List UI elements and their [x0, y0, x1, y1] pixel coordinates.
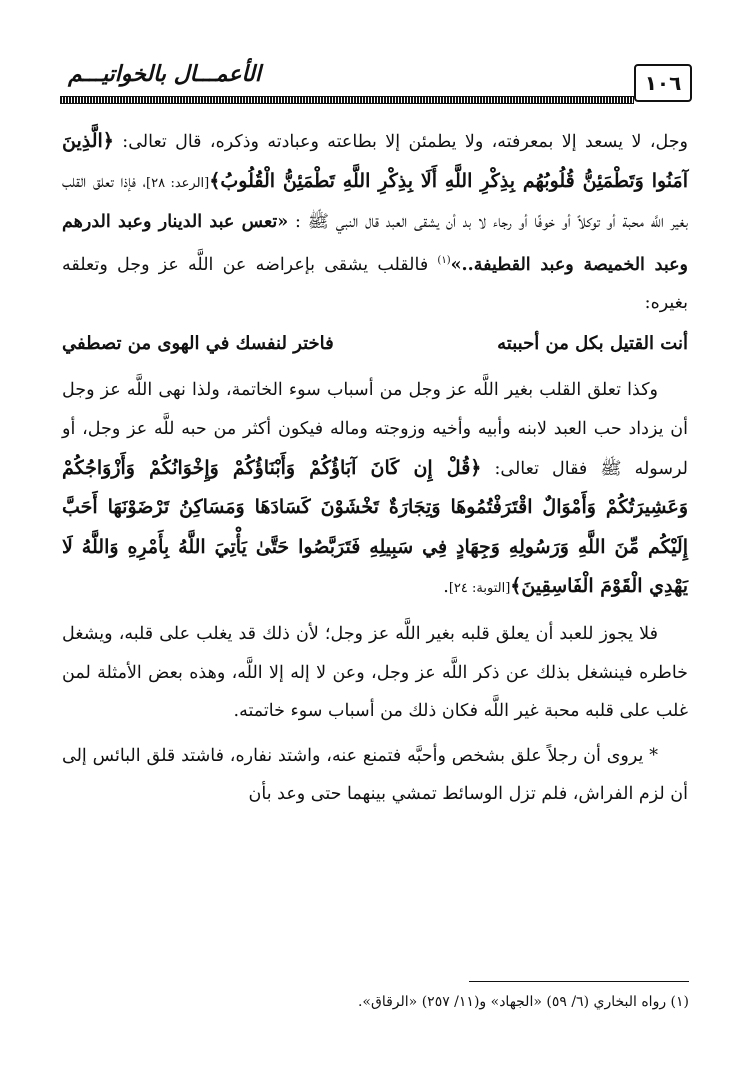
poem-hemistich-right: أنت القتيل بكل من أحببته: [497, 332, 688, 354]
paragraph-1-text-a: وجل، لا يسعد إلا بمعرفته، ولا يطمئن إلا بطاعته وعبادته وذكره، قال تعالى:: [113, 132, 688, 152]
quran-verse-tawba: ﴿قُلْ إِن كَانَ آبَاؤُكُمْ وَأَبْنَاؤُكُمْ وَإِخْوَانُكُمْ وَأَزْوَاجُكُمْ وَعَشِيرَتُكُمْ وَأَمْوَالٌ اقْتَرَفْتُمُوهَا وَتِجَارَةٌ تَخْشَوْنَ كَسَادَهَا وَمَسَاكِنُ تَرْضَوْنَهَا أَحَبَّ إِلَيْكُم مِّنَ اللَّهِ وَرَسُولِهِ وَجِهَادٍ فِي سَبِيلِهِ فَتَرَبَّصُوا حَتَّىٰ يَأْتِيَ اللَّهُ بِأَمْرِهِ وَاللَّهُ لَا يَهْدِي الْقَوْمَ الْفَاسِقِينَ﴾: [62, 456, 688, 598]
paragraph-1-text-b: ، فإذا تعلق القلب بغير اللَّه محبة أو توكلاً أو خوفًا أو رجاء لا بد أن يشقى العبد قال النبي ﷺ :: [62, 171, 688, 233]
quran-verse-raad: ﴿الَّذِينَ آمَنُوا وَتَطْمَئِنُّ قُلُوبُهُم بِذِكْرِ اللَّهِ أَلَا بِذِكْرِ اللَّهِ تَطْمَئِنُّ الْقُلُوبُ﴾: [62, 130, 688, 192]
paragraph-3: فلا يجوز للعبد أن يعلق قلبه بغير اللَّه عز وجل؛ لأن ذلك قد يغلب على قلبه، ويشغل خاطره فينشغل بذلك عن ذكر اللَّه عز وجل، وعن لا إله إلا اللَّه، وهذه بعض الأمثلة لمن غلب على قلبه محبة غير اللَّه فكان ذلك من أسباب سوء خاتمته.: [62, 623, 688, 722]
paragraph-2-text-a: وكذا تعلق القلب بغير اللَّه عز وجل من أسباب سوء الخاتمة، ولذا نهى اللَّه عز وجل أن يزداد حب العبد لابنه وأبيه وأخيه وزوجته وماله فيكون أكثر من حبه للَّه عز وجل، أو لرسوله ﷺ فقال تعالى:: [62, 380, 688, 479]
footnote-marker[interactable]: (١): [437, 254, 451, 266]
header-rule: [60, 96, 634, 104]
verse-reference-raad: [الرعد: ٢٨]: [146, 175, 210, 191]
paragraph-2: [62, 371, 688, 609]
page-number: ١٠٦: [634, 64, 692, 102]
page-header: [60, 60, 692, 108]
paragraph-4: * يروى أن رجلاً علق بشخص وأحبَّه فتمنع عنه، واشتد نفاره، فاشتد قلق البائس إلى أن لزم الفراش، فلم تزل الوسائط تمشي بينهما حتى وعد بأن: [62, 745, 688, 805]
hadith-quote: «تعس عبد الدينار وعبد الدرهم وعبد الخميصة وعبد القطيفة..»: [62, 212, 689, 275]
body-text: [62, 122, 688, 814]
poem-hemistich-left: فاختر لنفسك في الهوى من تصطفي: [62, 332, 334, 354]
footnote: (١) رواه البخاري (٦/ ٥٩) «الجهاد» و(١١/ ٢٥٧) «الرقاق».: [357, 994, 689, 1010]
paragraph-1: [62, 122, 688, 323]
footnote-divider: [469, 981, 689, 982]
running-title: الأعمـــال بالخواتيـــم: [68, 62, 261, 87]
poem-verse: [62, 325, 688, 364]
verse-reference-tawba: [التوبة: ٢٤]: [448, 581, 511, 597]
paragraph-2-end: .: [443, 577, 449, 598]
paragraph-1-text-c: فالقلب يشقى بإعراضه عن اللَّه عز وجل وتعلقه بغيره:: [62, 254, 688, 314]
